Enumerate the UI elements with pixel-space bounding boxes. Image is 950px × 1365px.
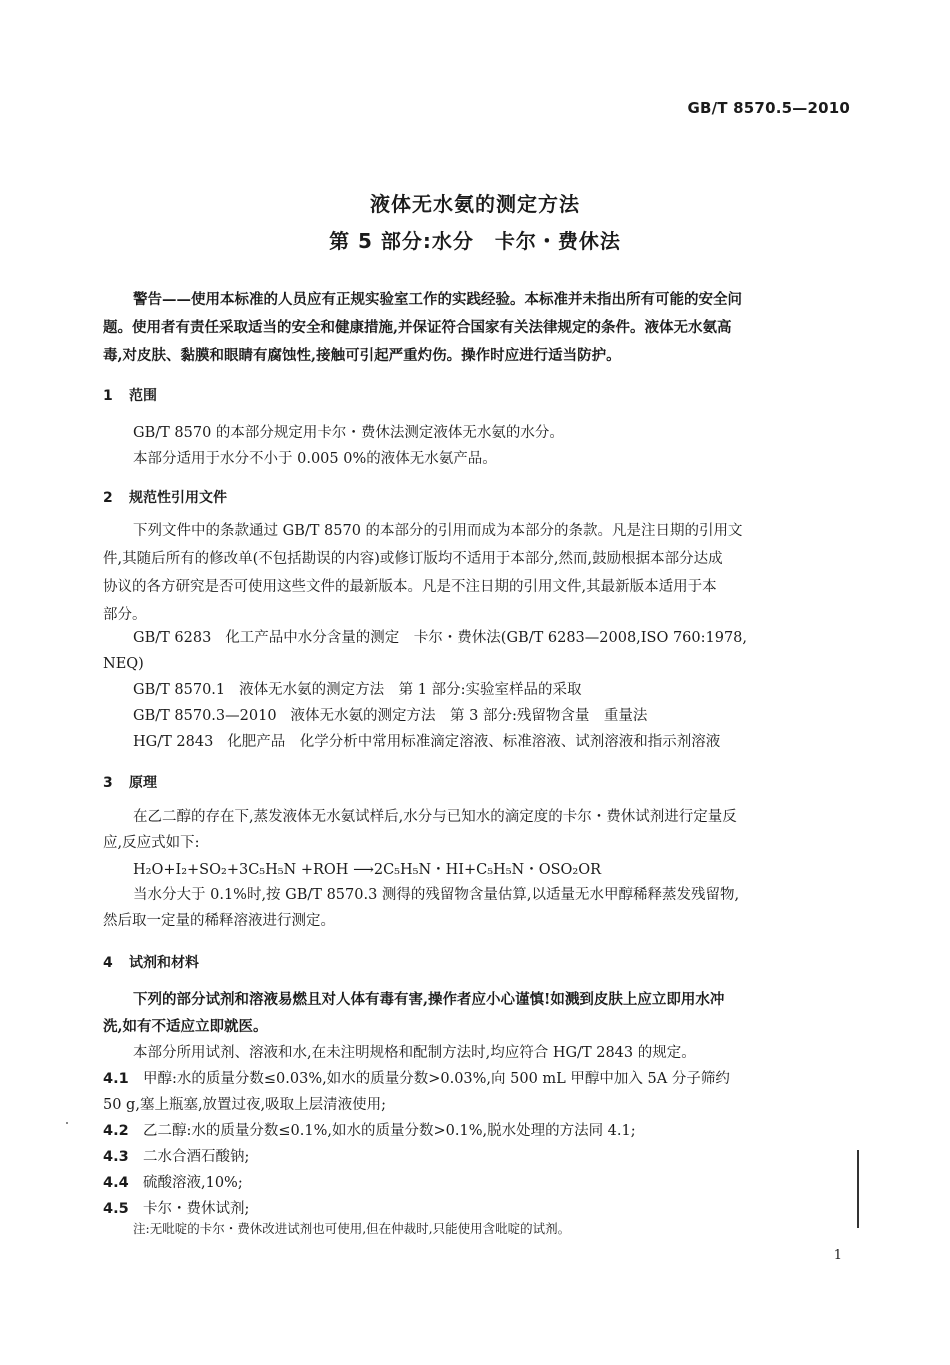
page-number: 1	[833, 1248, 842, 1263]
clause-item	[103, 1170, 853, 1196]
body-line: 应,反应式如下:	[103, 835, 200, 851]
reference-item	[103, 677, 883, 703]
section-title: 试剂和材料	[129, 955, 199, 971]
section-title: 范围	[129, 388, 157, 404]
section-title: 规范性引用文件	[129, 490, 227, 506]
clause-text: 硫酸溶液,10%;	[143, 1175, 243, 1191]
warning-line: 下列的部分试剂和溶液易燃且对人体有毒有害,操作者应小心谨慎!如溅到皮肤上应立即用水冲	[133, 991, 725, 1008]
body-line: 下列文件中的条款通过 GB/T 8570 的本部分的引用而成为本部分的条款。凡是注日期的引用文	[133, 523, 743, 539]
section-number: 1	[103, 388, 113, 404]
section-heading	[103, 487, 227, 507]
warning-line: 毒,对皮肤、黏膜和眼睛有腐蚀性,接触可引起严重灼伤。操作时应进行适当防护。	[103, 347, 621, 364]
clause-number: 4.4	[103, 1175, 129, 1191]
clause-continuation: 50 g,塞上瓶塞,放置过夜,吸取上层清液使用;	[103, 1097, 387, 1113]
reference-item	[103, 703, 883, 729]
reference-item	[103, 625, 883, 651]
reference-title: 化肥产品 化学分析中常用标准滴定溶液、标准溶液、试剂溶液和指示剂溶液	[227, 734, 721, 750]
body-line: 件,其随后所有的修改单(不包括勘误的内容)或修订版均不适用于本部分,然而,鼓励根据本部分达成	[103, 551, 723, 567]
body-text: GB/T 8570 的本部分规定用卡尔・费休法测定液体无水氨的水分。	[133, 425, 564, 441]
body-line: 当水分大于 0.1%时,按 GB/T 8570.3 测得的残留物含量估算,以适量无水甲醇稀释蒸发残留物,	[133, 887, 740, 903]
document-subtitle: 第 5 部分:水分 卡尔・费休法	[329, 229, 621, 253]
reference-title: 液体无水氨的测定方法 第 1 部分:实验室样品的采取	[239, 682, 582, 698]
section-heading	[103, 385, 157, 405]
warning-paragraph	[103, 286, 853, 370]
section-number: 2	[103, 490, 113, 506]
reference-code: HG/T 2843	[133, 734, 214, 750]
section-title: 原理	[129, 775, 157, 791]
clause-text: 卡尔・费休试剂;	[143, 1201, 250, 1217]
warning-line: 题。使用者有责任采取适当的安全和健康措施,并保证符合国家有关法律规定的条件。液体无水氨高	[103, 319, 732, 336]
reaction-equation: H₂O+I₂+SO₂+3C₅H₅N +ROH ⟶2C₅H₅N・HI+C₅H₅N・OSO₂OR	[133, 862, 602, 878]
reference-title: 液体无水氨的测定方法 第 3 部分:残留物含量 重量法	[290, 708, 648, 724]
note-text: 注:无吡啶的卡尔・费休改进试剂也可使用,但在仲裁时,只能使用含吡啶的试剂。	[133, 1221, 571, 1236]
body-text: 本部分所用试剂、溶液和水,在未注明规格和配制方法时,均应符合 HG/T 2843 的规定。	[133, 1045, 696, 1061]
references-intro	[103, 517, 853, 629]
clause-item	[103, 1118, 853, 1144]
scan-mark	[66, 1122, 68, 1124]
section-heading	[103, 772, 157, 792]
section-number: 3	[103, 775, 113, 791]
principle-paragraph-2	[103, 882, 853, 934]
standard-code: GB/T 8570.5—2010	[687, 99, 850, 117]
body-line: 在乙二醇的存在下,蒸发液体无水氨试样后,水分与已知水的滴定度的卡尔・费休试剂进行定量反	[133, 809, 737, 825]
clause-item	[103, 1066, 853, 1092]
reference-title: 化工产品中水分含量的测定 卡尔・费休法(GB/T 6283—2008,ISO 760:1978,	[225, 630, 748, 646]
reagent-warning	[103, 986, 853, 1040]
reference-continuation: NEQ)	[103, 656, 144, 672]
document-title: 液体无水氨的测定方法	[370, 192, 580, 216]
clause-item	[103, 1144, 853, 1170]
section-number: 4	[103, 955, 113, 971]
clause-text: 二水合酒石酸钠;	[143, 1149, 250, 1165]
clause-text: 乙二醇:水的质量分数≤0.1%,如水的质量分数>0.1%,脱水处理的方法同 4.1;	[143, 1123, 636, 1139]
change-bar	[857, 1150, 859, 1228]
body-text: 本部分适用于水分不小于 0.005 0%的液体无水氨产品。	[133, 451, 497, 467]
reference-code: GB/T 6283	[133, 630, 212, 646]
reference-item	[103, 729, 883, 755]
body-line: 协议的各方研究是否可使用这些文件的最新版本。凡是不注日期的引用文件,其最新版本适用于本	[103, 579, 717, 595]
clause-text: 甲醇:水的质量分数≤0.03%,如水的质量分数>0.03%,向 500 mL 甲醇中加入 5A 分子筛约	[143, 1071, 730, 1087]
body-line: 部分。	[103, 607, 147, 623]
clause-number: 4.1	[103, 1071, 129, 1087]
clause-number: 4.2	[103, 1123, 129, 1139]
warning-line: 洗,如有不适应立即就医。	[103, 1018, 268, 1035]
clause-number: 4.3	[103, 1149, 129, 1165]
principle-paragraph	[103, 804, 853, 856]
section-heading	[103, 952, 199, 972]
warning-line: 警告——使用本标准的人员应有正规实验室工作的实践经验。本标准并未指出所有可能的安全问	[133, 291, 742, 308]
clause-number: 4.5	[103, 1201, 129, 1217]
reference-code: GB/T 8570.3—2010	[133, 708, 277, 724]
body-line: 然后取一定量的稀释溶液进行测定。	[103, 913, 335, 929]
reference-code: GB/T 8570.1	[133, 682, 226, 698]
